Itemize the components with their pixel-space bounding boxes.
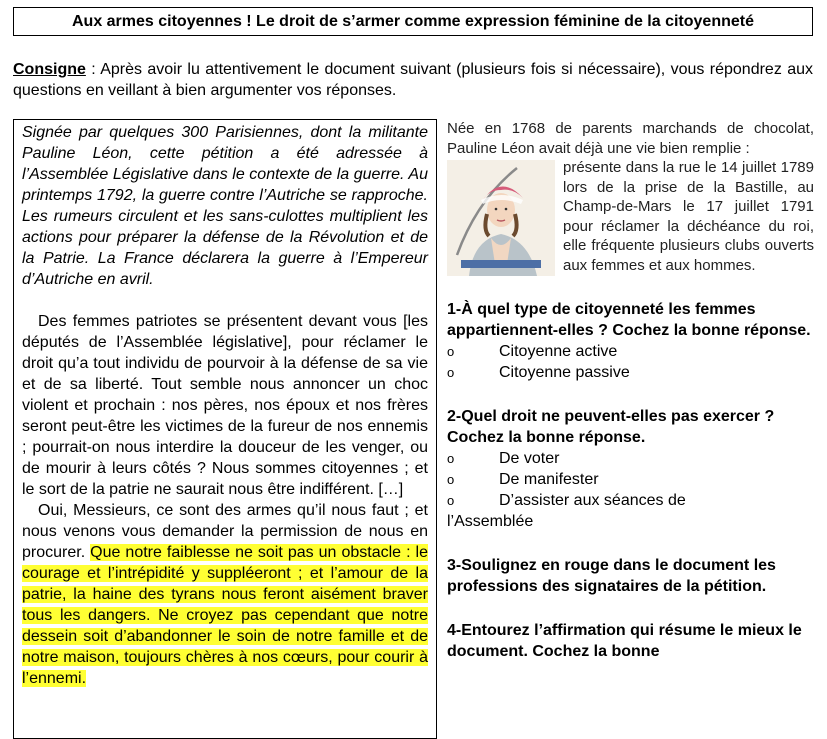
question-1: 1-À quel type de citoyenneté les femmes appartiennent-elles ? Cochez la bonne réponse. [447, 301, 811, 339]
petition-text: Oui, Messieurs, ce sont des armes qu’il nous faut ; et nous venons vous demander la permission de nous en procurer. [22, 502, 428, 561]
instructions-text: : Après avoir lu attentivement le document suivant (plusieurs fois si nécessaire), vous répondrez aux questions en veillant à bien argumenter vos réponses. [13, 61, 813, 99]
petition-paragraph-2 [22, 500, 428, 689]
q2-option-2[interactable] [447, 469, 814, 490]
question-2: 2-Quel droit ne peuvent-elles pas exercer ? Cochez la bonne réponse. [447, 408, 775, 446]
option-label: D’assister aux séances de [499, 492, 686, 509]
checkbox-circle-icon[interactable]: o [447, 344, 455, 359]
question-4: 4-Entourez l’affirmation qui résume le mieux le document. Cochez la bonne [447, 622, 802, 660]
option-label: De voter [499, 450, 560, 467]
q1-option-2[interactable] [447, 362, 814, 383]
highlighted-passage: Que notre faiblesse ne soit pas un obstacle : le courage et l’intrépidité y suppléeront ; et l’amour de la patrie, la haine des tyrans nous feront aisément braver tous les dangers. Ne croyez pas cependant que notre dessein soit d’abandonner le soin de notre famille et de notre maison, toujours chères à nos cœurs, pour courir à l’ennemi. [22, 544, 428, 687]
bio-intro: Née en 1768 de parents marchands de chocolat, Pauline Léon avait déjà une vie bien remplie : [447, 120, 814, 157]
biography [447, 119, 814, 276]
document-box [13, 119, 437, 739]
q2-option-3-continuation: l’Assemblée [447, 513, 534, 530]
petition-paragraph-1: Des femmes patriotes se présentent devant vous [les députés de l’Assemblée législative], pour réclamer le droit qu’a tout individu de pourvoir à la défense de sa vie et de sa liberté. Tout semble nous annoncer un choc violent et prochain : nos pères, nos époux et nos frères seront peut-être les victimes de la fureur de nos ennemis ; pourrait-on nous interdire la douceur de les venger, ou de mourir à leurs côtés ? Nous sommes citoyennes ; et le sort de la patrie ne saurait nous être indifférent. […] [22, 313, 428, 498]
right-column [447, 119, 814, 662]
worksheet-title: Aux armes citoyennes ! Le droit de s’armer comme expression féminine de la citoyenneté [13, 7, 813, 36]
checkbox-circle-icon[interactable]: o [447, 472, 455, 487]
option-label: De manifester [499, 471, 599, 488]
checkbox-circle-icon[interactable]: o [447, 365, 455, 380]
checkbox-circle-icon[interactable]: o [447, 451, 455, 466]
q1-option-1[interactable] [447, 341, 814, 362]
question-3: 3-Soulignez en rouge dans le document les professions des signataires de la pétition. [447, 557, 776, 595]
q2-option-1[interactable] [447, 448, 814, 469]
instructions-label: Consigne [13, 61, 86, 78]
option-label: Citoyenne passive [499, 364, 630, 381]
checkbox-circle-icon[interactable]: o [447, 493, 455, 508]
instructions [13, 59, 813, 101]
bio-details: présente dans la rue le 14 juillet 1789 lors de la prise de la Bastille, au Champ-de-Mars le 17 juillet 1791 pour réclamer la déchéance du roi, elle fréquente plusieurs clubs ouverts aux femmes et aux hommes. [563, 159, 814, 274]
document-intro: Signée par quelques 300 Parisiennes, dont la militante Pauline Léon, cette pétition a été adressée à l’Assemblée Législative dans le contexte de la guerre. Au printemps 1792, la guerre contre l’Autriche se rapproche. Les rumeurs circulent et les sans-culottes multiplient les actions pour préparer la défense de la Révolution et de la Patrie. La France déclarera la guerre à l’Empereur d’Autriche en avril. [22, 124, 428, 288]
q2-option-3[interactable] [447, 490, 814, 511]
pauline-leon-portrait [447, 160, 555, 276]
option-label: Citoyenne active [499, 343, 618, 360]
